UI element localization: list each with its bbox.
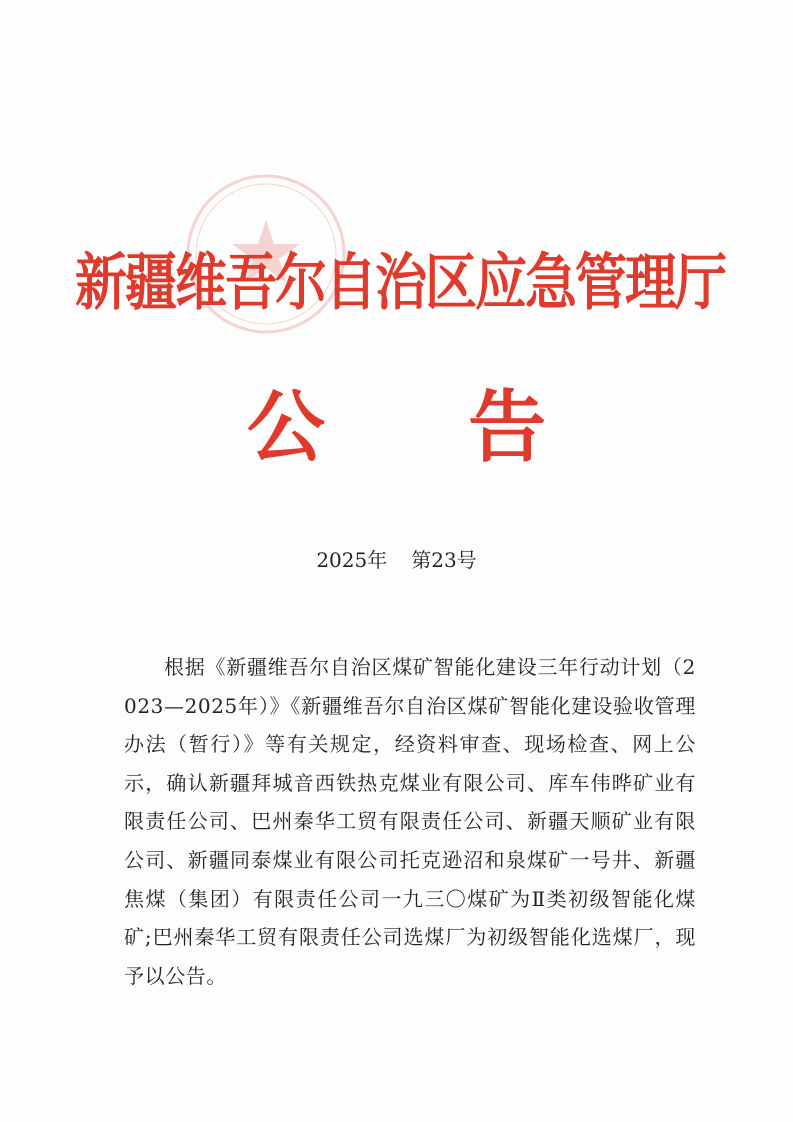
document-issue-number: 第23号 (411, 548, 477, 572)
document-year: 2025年 (316, 548, 388, 572)
announcement-body: 根据《新疆维吾尔自治区煤矿智能化建设三年行动计划（2023—2025年）》《新疆维吾尔自治区煤矿智能化建设验收管理办法（暂行）》等有关规定，经资料审查、现场检查、网上公示，确认新疆拜城音西铁热克煤业有限公司、库车伟晔矿业有限责任公司、巴州秦华工贸有限责任公司、新疆天顺矿业有限公司、新疆同泰煤业有限公司托克逊沼和泉煤矿一号井、新疆焦煤（集团）有限责任公司一九三〇煤矿为Ⅱ类初级智能化煤矿;巴州秦华工贸有限责任公司选煤厂为初级智能化选煤厂，现予以公告。 (124, 655, 696, 988)
agency-title: 新疆维吾尔自治区应急管理厅 (74, 246, 725, 319)
document-type-heading: 公 告 (246, 383, 605, 473)
document-number (0, 546, 793, 574)
